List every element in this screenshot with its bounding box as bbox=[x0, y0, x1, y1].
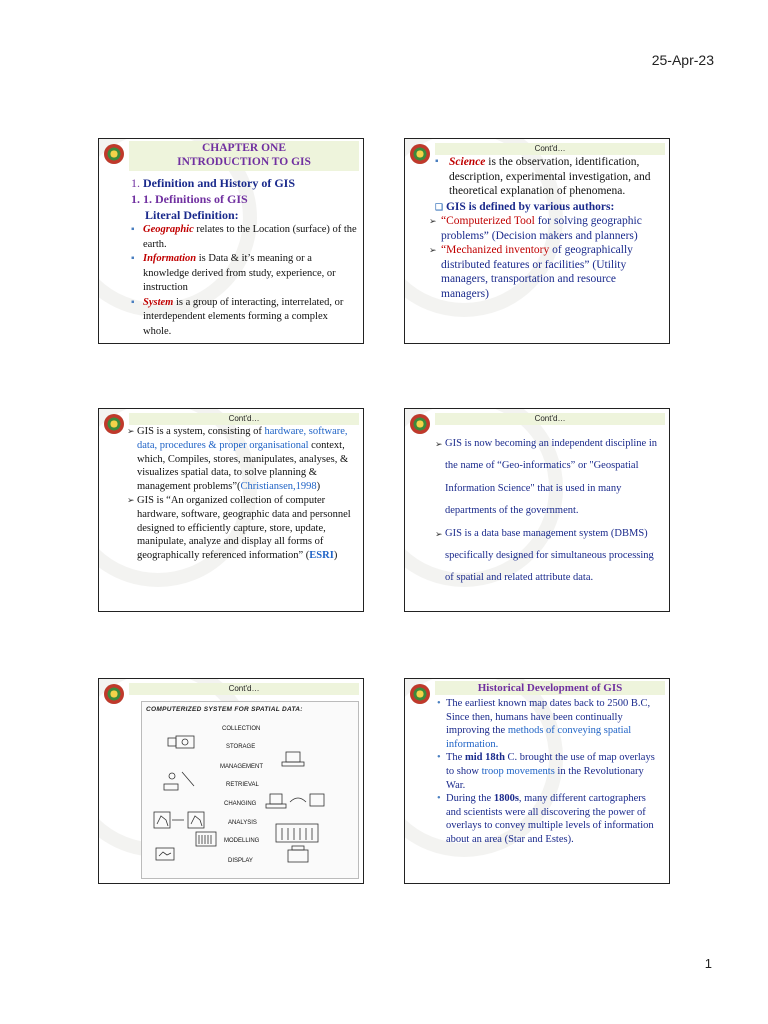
term-text: is the observation, identification, description, experimental investigation, and theoretical explanation of phenomena. bbox=[449, 156, 651, 197]
slide-3 bbox=[98, 408, 364, 612]
literal-definition-heading: Literal Definition: bbox=[145, 208, 239, 222]
diagram-step: MANAGEMENT bbox=[220, 764, 264, 770]
subsection-heading: 1. 1. Definitions of GIS bbox=[131, 192, 248, 206]
text: ) bbox=[316, 481, 321, 493]
slide-4-header: Cont'd… bbox=[435, 413, 665, 425]
section-number: 1. bbox=[131, 176, 140, 190]
emphasis: 1800s bbox=[493, 793, 519, 805]
text: , many different cartographers and scientists were all discovering the power of overlays to convey multiple levels of information about an area (Star and Estes). bbox=[446, 793, 654, 845]
printer-sketch-icon bbox=[196, 832, 216, 846]
diagram-step: RETRIEVAL bbox=[226, 782, 259, 788]
list-item bbox=[131, 252, 357, 296]
diagram-step: ANALYSIS bbox=[228, 820, 257, 826]
list-item bbox=[431, 243, 663, 301]
quote: “ bbox=[441, 215, 447, 227]
list-item bbox=[437, 751, 663, 792]
slide-1-title-line2: INTRODUCTION TO GIS bbox=[177, 156, 311, 168]
authors-heading bbox=[435, 200, 663, 215]
text: ) bbox=[333, 550, 338, 562]
text: C. brought the use of map overlays to show bbox=[446, 752, 655, 777]
term-text: is a group of interacting, interrelated, or interdependent elements forming a complex whole. bbox=[143, 296, 344, 337]
author-definitions bbox=[431, 214, 663, 301]
text: During the bbox=[446, 793, 494, 805]
term-text: relates to the Location (surface) of the earth. bbox=[143, 224, 357, 250]
diagram-sketches bbox=[142, 702, 358, 878]
text: GIS is “An organized collection of computer hardware, software, geographic data and personnel designed to efficiently capture, store, update, manipulate, analyze and display all forms of geographically referenced information” ( bbox=[137, 494, 351, 562]
text: context, which, Compiles, stores, manipulates, analyses, & visualizes spatial data, to solve planning & management problems”( bbox=[137, 439, 349, 493]
highlight: troop movements bbox=[481, 765, 555, 777]
university-logo-icon bbox=[410, 684, 430, 704]
term: Science bbox=[449, 156, 486, 168]
history-list bbox=[437, 697, 663, 847]
list-item bbox=[131, 223, 357, 252]
slide-1-body bbox=[131, 175, 357, 339]
slide-4 bbox=[404, 408, 670, 612]
text: of geographically distributed features or facilities” (Utility managers, transportation and resource managers) bbox=[441, 244, 633, 300]
map-sketch-icon bbox=[156, 848, 174, 860]
science-list bbox=[435, 155, 663, 199]
slide-3-header: Cont'd… bbox=[129, 413, 359, 425]
list-item bbox=[431, 214, 663, 243]
slide-6-title-band: Historical Development of GIS bbox=[435, 681, 665, 695]
section-title: Definition and History of GIS bbox=[143, 176, 296, 190]
university-logo-icon bbox=[410, 144, 430, 164]
highlight: methods of conveying spatial information. bbox=[446, 725, 632, 750]
slide-3-body bbox=[129, 425, 357, 563]
text: The bbox=[446, 752, 465, 764]
diagram-step: COLLECTION bbox=[222, 726, 261, 732]
list-item bbox=[437, 792, 663, 846]
slide-6 bbox=[404, 678, 670, 884]
header-date: 25-Apr-23 bbox=[651, 52, 714, 68]
plotter-sketch-icon bbox=[288, 846, 308, 862]
definition-list bbox=[131, 223, 357, 339]
slide-6-body bbox=[437, 697, 663, 847]
map-overlay-sketch-icon bbox=[154, 812, 204, 828]
slide-2-body bbox=[435, 155, 663, 301]
surveyor-sketch-icon bbox=[164, 772, 194, 790]
term-text: is Data & it’s meaning or a knowledge derived from study, experience, or instruction bbox=[143, 253, 336, 293]
term: Geographic bbox=[143, 224, 194, 235]
text: The earliest known map dates back to 2500 B.C, Since then, humans have been continually improving the bbox=[446, 698, 651, 737]
spatial-data-diagram bbox=[141, 701, 359, 879]
slide-5-header: Cont'd… bbox=[129, 683, 359, 695]
citation: ESRI bbox=[309, 550, 334, 562]
slide-4-body bbox=[437, 433, 663, 590]
list-item: ➢ GIS is now becoming an independent discipline in the name of “Geo-informatics” or "Geospatial Information Science" that is used in many departments of the government. bbox=[437, 433, 663, 523]
workstation-sketch-icon bbox=[266, 794, 324, 808]
quote: “ bbox=[441, 244, 447, 256]
page-number: 1 bbox=[704, 956, 712, 971]
diagram-step: MODELLING bbox=[224, 838, 260, 844]
list-item bbox=[131, 296, 357, 340]
diagram-step: CHANGING bbox=[224, 801, 257, 807]
list-item bbox=[129, 494, 357, 563]
authors-heading-text: GIS is defined by various authors: bbox=[445, 200, 615, 213]
highlight: hardware, software, data, procedures & proper organisational bbox=[137, 426, 348, 451]
list-item bbox=[129, 425, 357, 494]
term: System bbox=[143, 296, 174, 308]
slide-5 bbox=[98, 678, 364, 884]
university-logo-icon bbox=[410, 414, 430, 434]
diagram-step: STORAGE bbox=[226, 744, 256, 750]
slide-1-title-line1: CHAPTER ONE bbox=[201, 142, 287, 154]
diagram-title: COMPUTERIZED SYSTEM FOR SPATIAL DATA: bbox=[146, 706, 303, 713]
university-logo-icon bbox=[104, 414, 124, 434]
term: Information bbox=[143, 253, 197, 264]
highlight: Computerized Tool bbox=[446, 215, 535, 227]
list-item: ➢ GIS is a data base management system (DBMS) specifically designed for simultaneous processing of spatial and related attribute data. bbox=[437, 523, 663, 590]
section-heading bbox=[131, 175, 357, 191]
definition-list bbox=[129, 425, 357, 563]
list-item bbox=[437, 697, 663, 751]
emphasis: mid 18th bbox=[464, 752, 505, 764]
slide-2-header: Cont'd… bbox=[435, 143, 665, 155]
citation: Christiansen,1998 bbox=[240, 481, 317, 493]
definition-list bbox=[437, 433, 663, 590]
slide-2 bbox=[404, 138, 670, 344]
university-logo-icon bbox=[104, 144, 124, 164]
computer-sketch-icon bbox=[282, 752, 304, 766]
diagram-step: DISPLAY bbox=[228, 858, 253, 864]
highlight: Mechanized inventory bbox=[446, 244, 550, 256]
camera-sketch-icon bbox=[168, 736, 194, 748]
slide-1 bbox=[98, 138, 364, 344]
checkbox-bullet-icon: ❏ bbox=[435, 201, 444, 212]
chart-sketch-icon bbox=[276, 824, 318, 842]
text: GIS is a system, consisting of bbox=[137, 426, 265, 437]
list-item bbox=[435, 155, 663, 199]
university-logo-icon bbox=[104, 684, 124, 704]
slide-1-title-band bbox=[129, 141, 359, 171]
text: in the Revolutionary War. bbox=[446, 765, 644, 791]
text: for solving geographic problems” (Decision makers and planners) bbox=[441, 215, 642, 242]
